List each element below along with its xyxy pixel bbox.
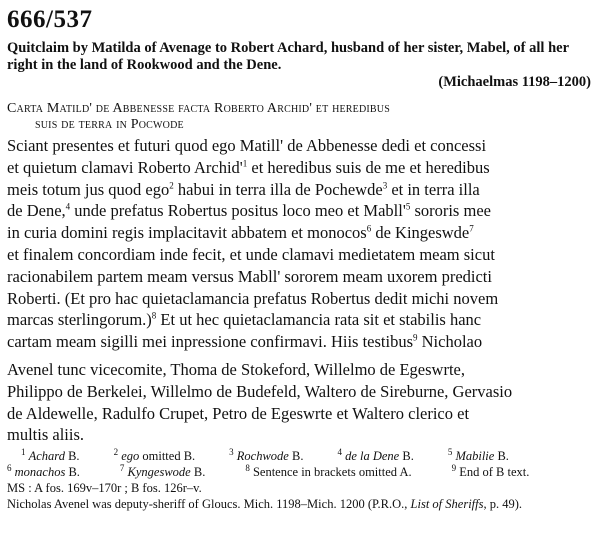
apparatus-notes [7, 448, 593, 512]
charter-text-run: habui in terra illa de Pochewde [173, 179, 383, 199]
charter-line [7, 179, 593, 201]
footnote-reading: Mabilie [455, 449, 495, 464]
charter-text-run: marcas sterlingorum.) [7, 310, 152, 330]
footnote-marker: 7 [469, 223, 474, 234]
charter-line [7, 157, 593, 179]
charter-line [7, 309, 593, 331]
witness-line: de Aldewelle, Radulfo Crupet, Petro de Egeswrte et Waltero clerico et [7, 403, 470, 423]
rubric-line-1: Carta Matild' de Abbenesse facta Roberto Archid' et heredibus [7, 101, 390, 116]
footnote-3 [229, 448, 303, 464]
footnote-source: B. [399, 449, 414, 464]
footnote-number: 1 [21, 447, 26, 457]
witness-line: Avenel tunc vicecomite, Thoma de Stokeford, Willelmo de Egeswrte, [7, 359, 465, 379]
charter-text-run: Et ut hec quietaclamancia rata sit et stabilis hanc [156, 310, 482, 330]
footnote-marker: 3 [382, 180, 388, 191]
charter-text-run: et finalem concordiam inde fecit, et unde clamavi medietatem meam sicut [7, 244, 495, 264]
charter-text [7, 135, 593, 353]
charter-text-run: Roberti. (Et pro hac quietaclamancia prefatus Robertus dedit michi novem [7, 288, 499, 308]
document-number: 666/537 [7, 6, 93, 33]
footnote-source: B. [190, 465, 206, 480]
charter-text-run: Sciant presentes et futuri quod ego Matill' de Abbenesse dedi et concessi [7, 136, 487, 155]
charter-text-run: et heredibus suis de me et heredibus [247, 157, 490, 177]
charter-text-run: et quietum clamavi Roberto Archid' [7, 157, 243, 177]
charter-line [7, 331, 593, 353]
footnote-marker: 9 [413, 332, 418, 343]
charter-line [7, 200, 593, 222]
charter-rubric [7, 101, 593, 133]
witness-list [7, 359, 593, 446]
charter-line [7, 135, 593, 157]
footnote-reading: End of B text. [459, 465, 530, 480]
footnote-8 [245, 464, 411, 480]
footnote-source: omitted B. [139, 449, 196, 464]
footnote-number: 3 [229, 447, 234, 457]
charter-text-run: racionabilem partem meam versus Mabll' sororem meam uxorem predicti [7, 266, 492, 286]
sheriff-note-text: Nicholas Avenel was deputy-sheriff of Gloucs. Mich. 1198–Mich. 1200 (P.R.O., [7, 497, 411, 512]
footnote-number: 2 [113, 447, 119, 457]
footnote-marker: 1 [242, 158, 248, 169]
footnote-reading: Kyngeswode [127, 465, 191, 480]
footnote-marker: 8 [151, 310, 157, 321]
footnote-7 [120, 464, 205, 480]
footnote-4 [337, 448, 413, 464]
footnote-row [7, 448, 593, 464]
footnote-source: B. [494, 449, 509, 464]
sheriff-note-title: List of Sheriffs [410, 497, 484, 512]
rubric-line-2: suis de terra in Pocwode [35, 117, 184, 132]
footnote-marker: 2 [169, 180, 174, 191]
footnote-6 [7, 464, 80, 480]
charter-text-run: meis totum jus quod ego [7, 179, 170, 199]
charter-text-run: de Kingeswde [371, 223, 470, 243]
footnote-number: 4 [337, 447, 342, 457]
summary-text: Quitclaim by Matilda of Avenage to Robert Achard, husband of her sister, Mabel, of all her right in the land of Rookwood and the Dene. [7, 40, 569, 73]
footnote-number: 5 [447, 447, 453, 457]
charter-text-run: unde prefatus Robertus positus loco meo et Mabll' [70, 201, 406, 221]
footnote-5 [448, 448, 509, 464]
footnote-reading: monachos [14, 465, 66, 480]
footnote-reading: Achard [28, 449, 65, 464]
footnote-reading: Sentence in brackets omitted A. [252, 465, 412, 480]
charter-line [7, 222, 593, 244]
witness-line: Philippo de Berkelei, Willelmo de Budefeld, Waltero de Sireburne, Gervasio [7, 381, 513, 401]
sheriff-note [7, 496, 593, 512]
footnote-number: 7 [119, 463, 125, 473]
sheriff-note-text: , p. 49). [483, 497, 523, 512]
witness-line: multis aliis. [7, 425, 85, 445]
document-summary [7, 40, 593, 91]
footnote-marker: 5 [405, 201, 411, 212]
footnote-marker: 6 [366, 223, 372, 234]
footnote-source: B. [64, 449, 80, 464]
footnote-9 [452, 464, 530, 480]
charter-line [7, 244, 593, 266]
charter-text-run: sororis mee [410, 201, 491, 221]
footnote-number: 6 [7, 463, 12, 473]
charter-text-run: Nicholao [417, 332, 483, 352]
charter-text-run: cartam meam sigilli mei inpressione confirmavi. Hiis testibus [7, 332, 413, 352]
footnote-2 [114, 448, 196, 464]
footnote-marker: 4 [65, 201, 71, 212]
charter-text-run: et in terra illa [387, 179, 480, 199]
footnote-reading: de la Dene [345, 449, 400, 464]
footnote-source: B. [288, 449, 304, 464]
footnote-source: B. [65, 465, 80, 480]
charter-text-run: de Dene, [7, 201, 66, 221]
footnote-reading: ego [121, 449, 140, 464]
footnote-number: 8 [245, 463, 250, 473]
footnote-number: 9 [451, 463, 457, 473]
footnote-row [7, 464, 593, 480]
footnote-1 [21, 448, 80, 464]
footnote-reading: Rochwode [236, 449, 289, 464]
manuscript-reference: MS : A fos. 169v–170r ; B fos. 126r–v. [7, 481, 202, 496]
document-page [7, 6, 593, 512]
charter-text-run: in curia domini regis implacitavit abbatem et monocos [7, 223, 367, 243]
charter-line [7, 288, 593, 310]
document-date: (Michaelmas 1198–1200) [438, 74, 591, 90]
charter-line [7, 266, 593, 288]
